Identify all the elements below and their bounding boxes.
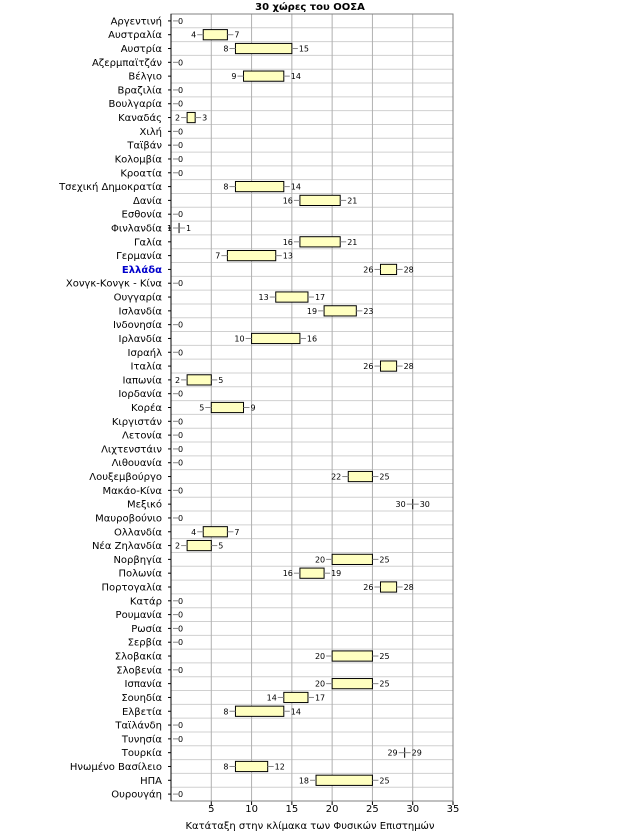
category-label: Κατάρ <box>129 596 162 608</box>
range-value-label: 0 <box>178 417 184 427</box>
category-label: Πορτογαλία <box>101 582 162 594</box>
range-bar <box>187 375 211 385</box>
category-label: Κολομβία <box>114 154 162 166</box>
range-bar <box>332 651 372 661</box>
range-low-label: 20 <box>314 679 326 689</box>
range-bar <box>332 554 372 564</box>
category-label: Χονγκ-Κονγκ - Κίνα <box>65 278 162 290</box>
range-high-label: 16 <box>306 334 318 344</box>
range-high-label: 5 <box>218 541 224 551</box>
category-label: Λουξεμβούργο <box>89 472 162 484</box>
range-bar <box>235 761 267 771</box>
range-bar <box>227 251 275 261</box>
range-bar <box>235 706 283 716</box>
range-low-label: 8 <box>223 707 229 717</box>
range-value-label: 0 <box>178 458 184 468</box>
category-label: Ιταλία <box>130 361 162 373</box>
range-high-label: 21 <box>347 237 358 247</box>
range-value-label: 0 <box>178 389 184 399</box>
range-low-label: 4 <box>191 30 197 40</box>
range-low-label: 16 <box>282 569 293 579</box>
range-low-label: 16 <box>282 237 293 247</box>
category-label: Αυστραλία <box>108 30 162 42</box>
range-low-label: 8 <box>223 44 229 54</box>
category-label: Ελβετία <box>121 706 162 718</box>
category-label: Ισραήλ <box>127 347 162 359</box>
range-low-label: 2 <box>175 113 181 123</box>
range-value-label: 0 <box>178 624 184 634</box>
x-tick-label: 5 <box>208 804 215 815</box>
category-label: Γαλία <box>133 237 162 249</box>
category-label: Σουηδία <box>121 692 162 704</box>
range-value-label: 0 <box>178 320 184 330</box>
category-label: Νορβηγία <box>113 554 162 566</box>
category-label: Φινλανδία <box>110 223 162 235</box>
category-label: Βραζιλία <box>117 85 162 97</box>
range-value-label: 0 <box>178 610 184 620</box>
range-bar <box>316 775 372 785</box>
range-low-label: 5 <box>199 403 205 413</box>
category-label: Σερβία <box>127 637 162 649</box>
range-bar <box>276 292 308 302</box>
range-high-label: 14 <box>290 707 301 717</box>
range-high-label: 19 <box>331 569 342 579</box>
category-label: Κορέα <box>130 403 162 414</box>
range-bar <box>380 264 396 274</box>
range-bar <box>380 361 396 371</box>
range-high-label: 14 <box>290 182 301 192</box>
range-high-label: 21 <box>347 196 358 206</box>
range-bar <box>211 402 243 412</box>
category-label: Βέλγιο <box>128 71 162 83</box>
range-high-label: 28 <box>403 362 414 372</box>
range-bar <box>348 471 372 481</box>
x-tick-label: 25 <box>366 804 379 815</box>
category-label: Εσθονία <box>121 209 162 221</box>
chart-title: 30 χώρες του ΟΟΣΑ <box>255 2 365 13</box>
range-value-label: 0 <box>178 431 184 441</box>
range-low-label: 29 <box>387 748 398 758</box>
category-label: Πολωνία <box>118 568 162 580</box>
range-bar <box>300 195 340 205</box>
range-low-label: 20 <box>314 652 326 662</box>
range-value-label: 0 <box>178 790 184 800</box>
category-label: Ελλάδα <box>121 264 162 276</box>
range-low-label: 4 <box>191 527 197 537</box>
range-low-label: 8 <box>223 182 229 192</box>
range-bar <box>235 43 291 53</box>
range-low-label: 9 <box>231 72 237 82</box>
range-high-label: 23 <box>363 306 374 316</box>
range-value-label: 0 <box>178 486 184 496</box>
range-low-label: 7 <box>215 251 221 261</box>
category-label: Λετονία <box>122 430 162 442</box>
range-low-label: 26 <box>363 362 374 372</box>
range-value-label: 0 <box>178 16 184 26</box>
range-bar <box>380 582 396 592</box>
range-value-label: 0 <box>178 279 184 289</box>
range-bar <box>300 568 324 578</box>
range-low-label: 30 <box>395 500 406 510</box>
range-bar <box>203 30 227 40</box>
category-label: Δανία <box>133 195 162 207</box>
range-high-label: 14 <box>290 72 301 82</box>
range-high-label: 30 <box>419 500 430 510</box>
range-value-label: 0 <box>178 168 184 178</box>
category-label: Ιορδανία <box>118 389 162 401</box>
category-label: Χιλή <box>139 126 162 138</box>
category-label: Ισπανία <box>124 679 162 691</box>
category-label: Ηνωμένο Βασίλειο <box>69 761 162 773</box>
range-bar <box>187 112 195 122</box>
range-low-label: 26 <box>363 265 374 275</box>
range-bar <box>300 237 340 247</box>
range-value-label: 0 <box>178 348 184 358</box>
range-high-label: 1 <box>186 224 192 234</box>
category-label: Ουρουγάη <box>111 789 162 801</box>
category-label: Σλοβακία <box>114 651 162 663</box>
range-high-label: 9 <box>250 403 256 413</box>
range-high-label: 25 <box>379 679 390 689</box>
range-bar <box>284 692 308 702</box>
range-bar <box>235 181 283 191</box>
range-value-label: 0 <box>178 154 184 164</box>
range-bar <box>203 527 227 537</box>
range-bar <box>252 333 300 343</box>
range-high-label: 12 <box>274 762 285 772</box>
category-label: Ουγγαρία <box>113 292 162 304</box>
range-high-label: 17 <box>314 293 326 303</box>
category-label: Ρουμανία <box>115 610 162 622</box>
range-low-label: 14 <box>266 693 277 703</box>
plot-area <box>58 14 459 815</box>
category-label: Μεξικό <box>126 499 162 511</box>
range-low-label: 13 <box>258 293 269 303</box>
category-label: Αζερμπαϊτζάν <box>91 57 162 69</box>
range-value-label: 0 <box>178 99 184 109</box>
range-high-label: 3 <box>202 113 208 123</box>
range-low-label: 26 <box>363 582 374 592</box>
category-label: Αυστρία <box>120 44 162 56</box>
range-low-label: 18 <box>298 776 310 786</box>
category-label: Σλοβενία <box>116 665 162 677</box>
range-value-label: 0 <box>178 210 184 220</box>
range-value-label: 0 <box>178 85 184 95</box>
x-tick-label: 20 <box>325 804 339 815</box>
range-high-label: 7 <box>234 527 240 537</box>
category-label: Ταϊλάνδη <box>115 720 162 732</box>
range-high-label: 5 <box>218 375 224 385</box>
range-low-label: 8 <box>223 762 229 772</box>
range-value-label: 0 <box>178 444 184 454</box>
category-label: ΗΠΑ <box>140 775 162 787</box>
category-label: Κροατία <box>120 168 162 180</box>
category-label: Τυνησία <box>121 734 162 746</box>
range-low-label: 2 <box>175 541 181 551</box>
range-bar <box>324 306 356 316</box>
category-label: Ιαπωνία <box>122 375 162 387</box>
range-bar <box>244 71 284 81</box>
x-tick-label: 10 <box>245 804 258 815</box>
range-low-label: 2 <box>175 375 181 385</box>
range-low-label: 1 <box>166 224 173 234</box>
range-high-label: 15 <box>298 44 310 54</box>
x-tick-label: 35 <box>446 804 460 815</box>
x-tick-label: 30 <box>406 804 420 815</box>
category-label: Κιργιστάν <box>111 416 162 428</box>
range-high-label: 25 <box>379 776 390 786</box>
range-value-label: 0 <box>178 513 184 523</box>
range-high-label: 25 <box>379 472 390 482</box>
range-value-label: 0 <box>178 638 184 648</box>
range-low-label: 22 <box>331 472 342 482</box>
x-axis-label: Κατάταξη στην κλίμακα των Φυσικών Επιστημών <box>185 821 435 832</box>
range-low-label: 16 <box>282 196 293 206</box>
range-bar <box>187 540 211 550</box>
range-value-label: 0 <box>178 596 184 606</box>
category-label: Τσεχική Δημοκρατία <box>59 182 162 194</box>
range-high-label: 29 <box>411 748 422 758</box>
category-label: Ταϊβάν <box>127 140 162 152</box>
category-label: Νέα Ζηλανδία <box>91 541 162 553</box>
category-label: Ισλανδία <box>118 306 162 318</box>
range-value-label: 0 <box>178 721 184 731</box>
category-label: Αργεντινή <box>110 16 162 28</box>
range-high-label: 28 <box>403 582 414 592</box>
category-label: Τουρκία <box>121 748 162 760</box>
range-value-label: 0 <box>178 141 184 151</box>
range-high-label: 25 <box>379 652 390 662</box>
category-label: Ινδονησία <box>112 320 162 332</box>
category-label: Μαυροβούνιο <box>95 513 162 525</box>
range-high-label: 7 <box>234 30 240 40</box>
category-label: Λιχτενστάιν <box>101 444 162 456</box>
range-high-label: 25 <box>379 555 390 565</box>
range-value-label: 0 <box>178 127 184 137</box>
x-tick-label: 15 <box>285 804 299 815</box>
category-label: Γερμανία <box>116 251 162 263</box>
category-label: Ρωσία <box>131 623 162 635</box>
category-label: Ολλανδία <box>114 527 162 539</box>
range-low-label: 20 <box>314 555 326 565</box>
category-label: Ιρλανδία <box>118 333 162 345</box>
range-high-label: 28 <box>403 265 414 275</box>
category-label: Βουλγαρία <box>108 99 162 111</box>
category-label: Λιθουανία <box>111 458 162 470</box>
range-value-label: 0 <box>178 665 184 675</box>
range-bar <box>332 679 372 689</box>
range-value-label: 0 <box>178 58 184 68</box>
range-value-label: 0 <box>178 734 184 744</box>
range-low-label: 19 <box>306 306 318 316</box>
range-high-label: 17 <box>314 693 326 703</box>
range-low-label: 10 <box>234 334 245 344</box>
category-label: Μακάο-Κίνα <box>102 485 162 497</box>
category-label: Καναδάς <box>118 113 162 125</box>
range-high-label: 13 <box>282 251 293 261</box>
